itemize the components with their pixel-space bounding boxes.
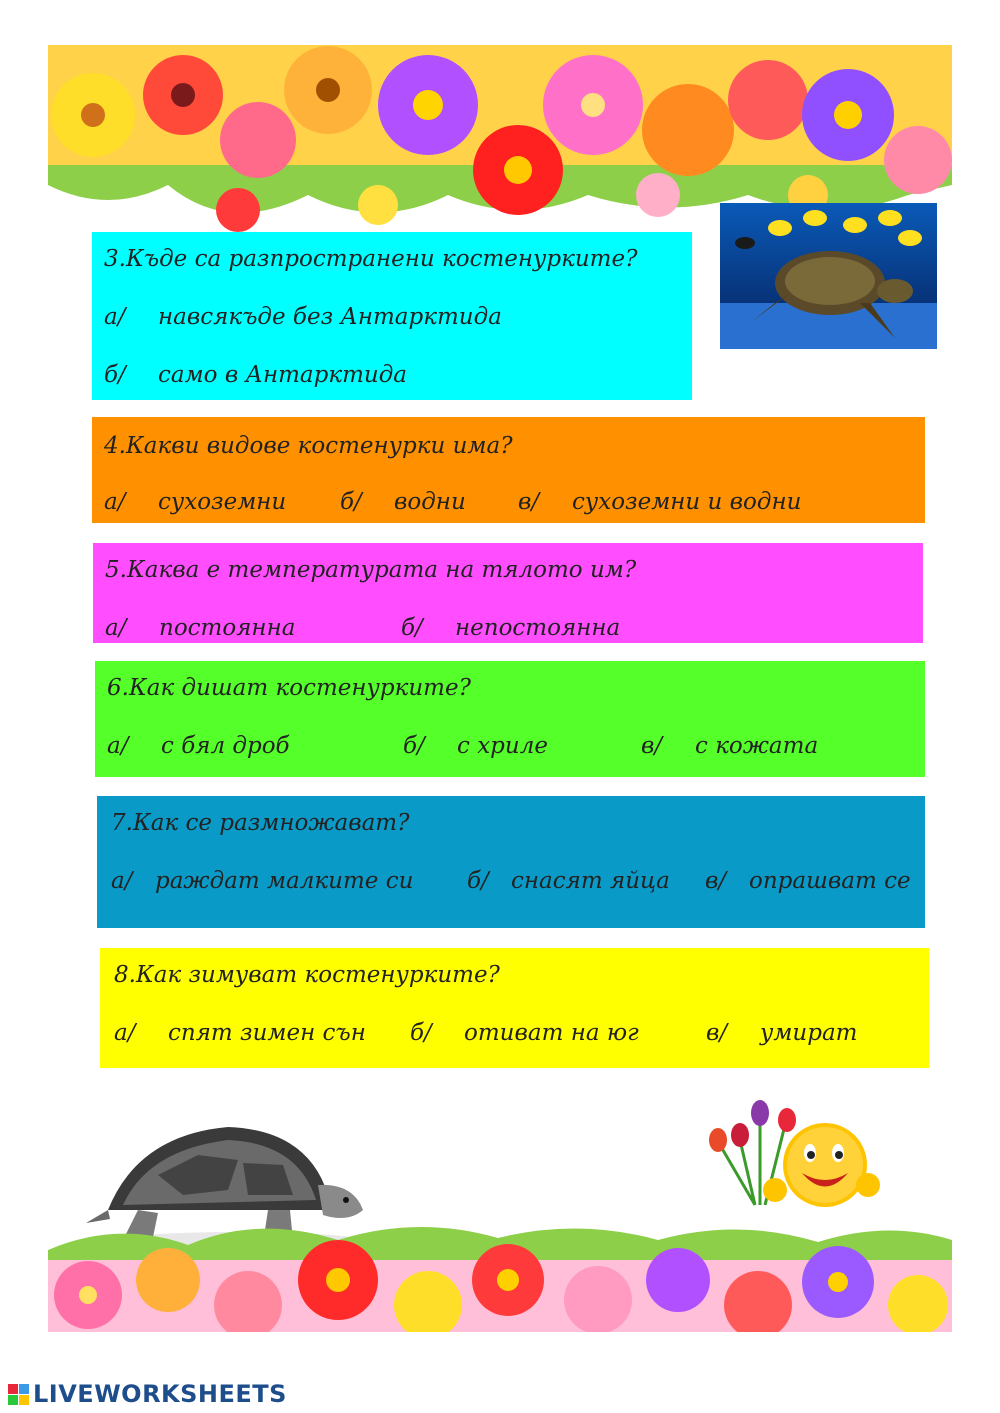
option-7c-text[interactable]: опрашват се [749, 868, 911, 894]
option-5b-text[interactable]: непостоянна [455, 615, 621, 641]
liveworksheets-brand [8, 1380, 287, 1408]
option-4b-text[interactable]: водни [394, 489, 466, 515]
brand-name: LIVEWORKSHEETS [33, 1380, 287, 1408]
question-8-text: 8.Как зимуват костенурките? [114, 962, 500, 988]
option-6b-text[interactable]: с хриле [457, 733, 548, 759]
option-6b-letter[interactable]: б/ [403, 733, 425, 759]
option-6a-text[interactable]: с бял дроб [161, 733, 290, 759]
question-4-box [92, 417, 925, 523]
option-6a-letter[interactable]: а/ [107, 733, 129, 759]
question-8-box [100, 948, 929, 1068]
option-8c-text[interactable]: умират [760, 1020, 858, 1046]
question-6-text: 6.Как дишат костенурките? [107, 675, 471, 701]
liveworksheets-logo-icon [8, 1384, 29, 1405]
option-6c-text[interactable]: с кожата [695, 733, 819, 759]
option-4c-letter[interactable]: в/ [518, 489, 540, 515]
option-5a-letter[interactable]: а/ [105, 615, 127, 641]
question-5-box [93, 543, 923, 643]
option-4b-letter[interactable]: б/ [340, 489, 362, 515]
smiley-with-tulips [700, 1095, 885, 1215]
option-8b-letter[interactable]: б/ [410, 1020, 432, 1046]
option-4c-text[interactable]: сухоземни и водни [572, 489, 802, 515]
option-7a-text[interactable]: раждат малките си [155, 868, 414, 894]
option-5a-text[interactable]: постоянна [159, 615, 296, 641]
option-3a-letter[interactable]: а/ [104, 304, 126, 330]
question-6-box [95, 661, 925, 777]
option-7b-text[interactable]: снасят яйца [511, 868, 670, 894]
question-3-box [92, 232, 692, 400]
flower-border-bottom [48, 1210, 952, 1332]
sea-turtle-photo [720, 203, 937, 349]
option-3b-letter[interactable]: б/ [104, 362, 126, 388]
option-8c-letter[interactable]: в/ [706, 1020, 728, 1046]
option-6c-letter[interactable]: в/ [641, 733, 663, 759]
option-7a-letter[interactable]: а/ [111, 868, 133, 894]
option-7b-letter[interactable]: б/ [467, 868, 489, 894]
question-5-text: 5.Каква е температурата на тялото им? [105, 557, 637, 583]
option-3b-text[interactable]: само в Антарктида [158, 362, 407, 388]
option-8a-text[interactable]: спят зимен сън [168, 1020, 366, 1046]
option-8b-text[interactable]: отиват на юг [464, 1020, 639, 1046]
option-3a-text[interactable]: навсякъде без Антарктида [158, 304, 502, 330]
question-3-text: 3.Къде са разпространени костенурките? [104, 246, 638, 272]
question-7-text: 7.Как се размножават? [111, 810, 410, 836]
option-8a-letter[interactable]: а/ [114, 1020, 136, 1046]
option-5b-letter[interactable]: б/ [401, 615, 423, 641]
option-4a-text[interactable]: сухоземни [158, 489, 287, 515]
question-4-text: 4.Какви видове костенурки има? [104, 433, 513, 459]
option-4a-letter[interactable]: а/ [104, 489, 126, 515]
option-7c-letter[interactable]: в/ [705, 868, 727, 894]
question-7-box [97, 796, 925, 928]
